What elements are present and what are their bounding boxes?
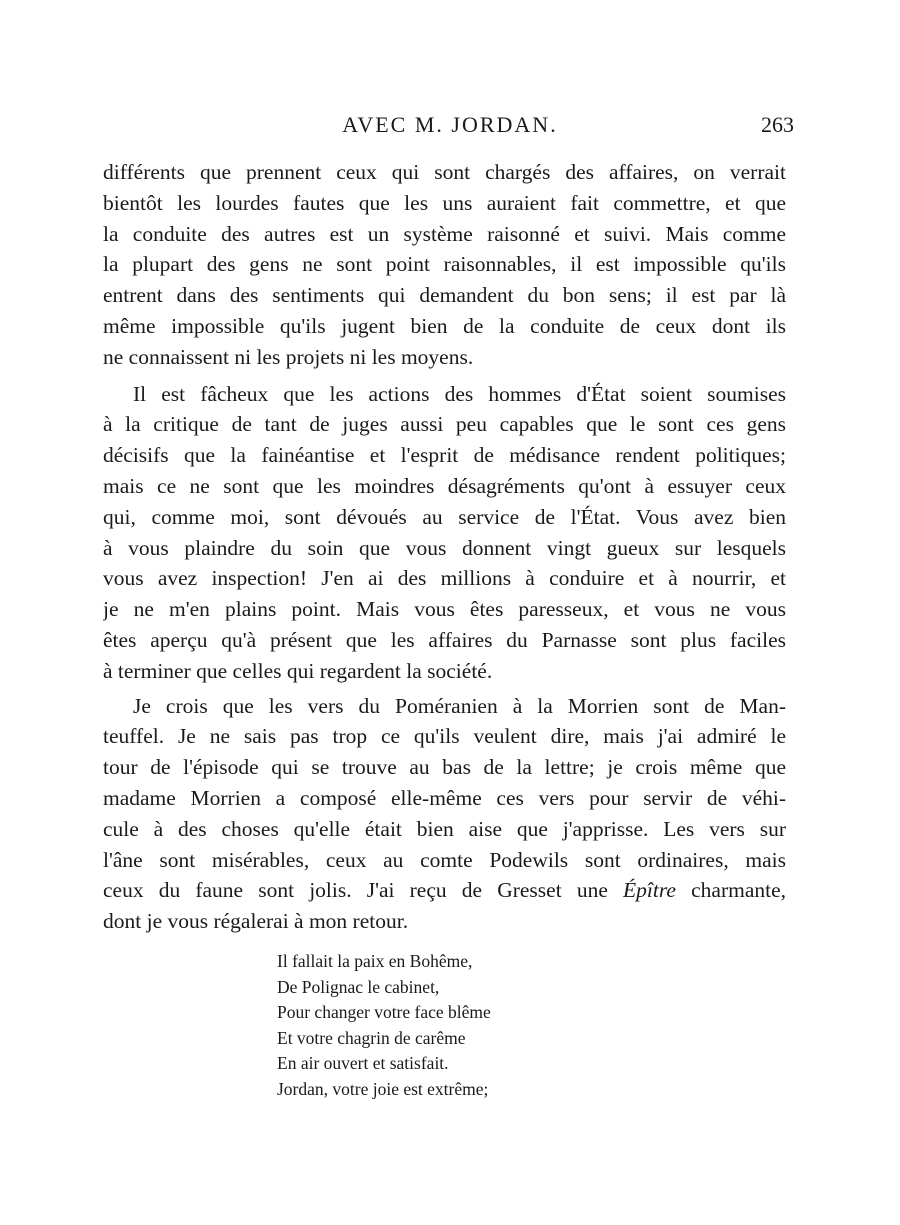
text-line: à vous plaindre du soin que vous donnent vingt gueux sur lesquels [103,535,786,560]
text-line: différents que prennent ceux qui sont chargés des affaires, on verrait [103,160,786,184]
verse-line: Il fallait la paix en Bohême, [277,951,473,971]
text-line: décisifs que la fainéantise et l'esprit de médisance rendent politiques; [103,443,786,468]
verse-line: Pour changer votre face blême [277,1002,491,1022]
body-text [103,157,786,943]
text-line: mais ce ne sont que les moindres désagréments qu'ont à essuyer ceux [103,473,786,498]
text-line: je ne m'en plains point. Mais vous êtes paresseux, et vous ne vous [103,597,786,622]
text-line: à terminer que celles qui regardent la société. [103,658,493,683]
text-line: qui, comme moi, sont dévoués au service de l'État. Vous avez bien [103,504,786,529]
text-line: entrent dans des sentiments qui demandent du bon sens; il est par là [103,283,786,308]
paragraph-1 [103,157,786,373]
paragraph-2 [103,379,786,687]
text-line: même impossible qu'ils jugent bien de la conduite de ceux dont ils [103,313,786,338]
text-line: bientôt les lourdes fautes que les uns auraient fait commettre, et que [103,190,786,215]
text-line: madame Morrien a composé elle-même ces vers pour servir de véhi- [103,785,786,810]
text-line: la conduite des autres est un système raisonné et suivi. Mais comme [103,221,786,246]
verse-block [277,949,597,1102]
text-line: tour de l'épisode qui se trouve au bas de la lettre; je crois même que [103,755,786,780]
page-number: 263 [761,112,794,137]
text-line: teuffel. Je ne sais pas trop ce qu'ils veulent dire, mais j'ai admiré le [103,724,786,749]
italic-title: Épître [623,878,676,903]
text-line: la plupart des gens ne sont point raisonnables, il est impossible qu'ils [103,252,786,277]
text-line: vous avez inspection! J'en ai des millions à conduire et à nourrir, et [103,566,786,591]
text-line-with-italic [103,875,786,906]
running-head-title: AVEC M. JORDAN. [342,112,558,137]
text-line: ne connaissent ni les projets ni les moyens. [103,344,474,369]
verse-line: Et votre chagrin de carême [277,1027,466,1048]
text-line: cule à des choses qu'elle était bien aise que j'apprisse. Les vers sur [103,816,786,841]
text-line: à la critique de tant de juges aussi peu capables que le sont ces gens [103,412,786,437]
verse-line: De Polignac le cabinet, [277,976,440,997]
verse-line: Jordan, votre joie est extrême; [277,1078,489,1099]
text-segment: charmante, [675,878,786,903]
text-line: l'âne sont misérables, ceux au comte Podewils sont ordinaires, mais [103,847,786,872]
text-line: Il est fâcheux que les actions des hommes d'État soient soumises [133,381,786,406]
text-line: dont je vous régalerai à mon retour. [103,909,409,934]
text-segment: ceux du faune sont jolis. J'ai reçu de Gresset une [103,878,608,903]
text-line: êtes aperçu qu'à présent que les affaires du Parnasse sont plus faciles [103,627,786,652]
running-head [0,112,900,144]
paragraph-3 [103,691,786,937]
text-line: Je crois que les vers du Poméranien à la Morrien sont de Man- [133,693,786,718]
verse-line: En air ouvert et satisfait. [277,1053,449,1073]
